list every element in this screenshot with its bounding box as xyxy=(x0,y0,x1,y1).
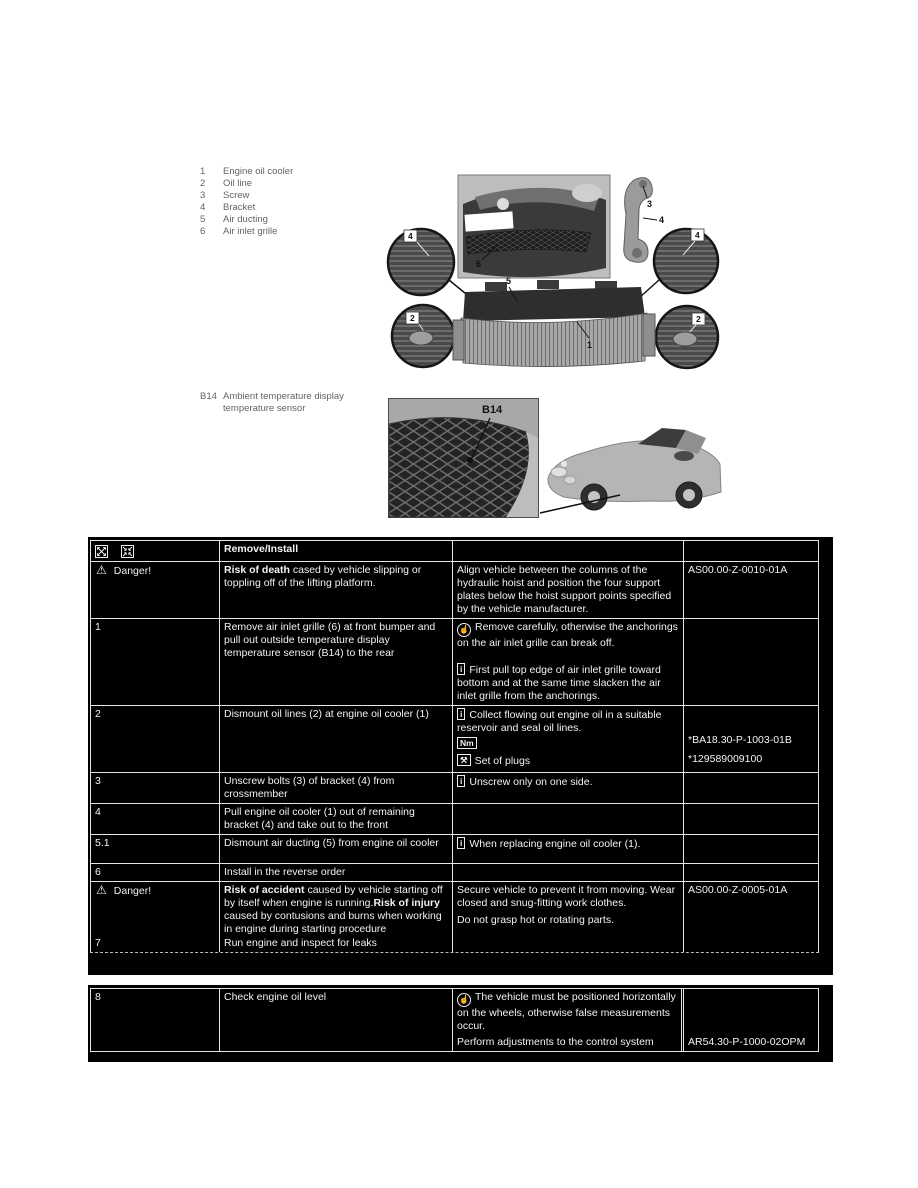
action-cell: Remove air inlet grille (6) at front bumper and pull out outside temperature display temperature sensor (B14) to the rear xyxy=(220,619,453,705)
legend-item xyxy=(200,190,293,202)
legend-num: 4 xyxy=(200,201,206,213)
sensor-location-diagram xyxy=(388,398,723,518)
label-screw: 3 xyxy=(647,199,653,209)
legend-item xyxy=(200,202,293,214)
label-oil-line-right: 2 xyxy=(696,314,701,324)
code-cell xyxy=(684,835,815,863)
legend-num: 1 xyxy=(200,166,206,177)
code-cell: AS00.00-Z-0005-01A xyxy=(688,884,788,896)
legend-num: 6 xyxy=(200,225,206,237)
risk-bold: Risk of injury xyxy=(373,897,440,909)
hand-note: Remove carefully, otherwise the anchorings on the air inlet grille can break off. xyxy=(457,621,678,649)
procedure-code: AR54.30-P-1000-02OPM xyxy=(688,1036,806,1048)
note-cell xyxy=(453,864,684,881)
info-note: First pull top edge of air inlet grille toward bottom and at the same time slacken the air inlet grille from the anchorings. xyxy=(457,664,661,702)
code-cell xyxy=(684,804,815,834)
risk-rest: caused by vehicle starting off by itself when engine is running. xyxy=(224,884,443,909)
note-cell xyxy=(453,989,684,1051)
safety-cell: Align vehicle between the columns of the hydraulic hoist and position the four support plates below the hoist support points specified by the vehicle manufacturer. xyxy=(453,562,684,618)
code-cell xyxy=(684,706,815,772)
install-icon xyxy=(121,545,134,558)
table-header-row xyxy=(91,541,818,562)
bumper-front-photo xyxy=(458,175,610,278)
sensor-code: B14 xyxy=(200,391,217,402)
info-icon: i xyxy=(457,663,465,675)
callout-bracket-right xyxy=(639,229,718,298)
step-cell: 4 xyxy=(91,804,220,834)
risk-rest: cased by vehicle slipping or toppling off of the lifting platform. xyxy=(224,564,422,589)
risk-bold: Risk of accident xyxy=(224,884,305,896)
legend-item xyxy=(200,178,293,190)
step-row-1 xyxy=(91,619,818,706)
legend-num: 2 xyxy=(200,177,206,189)
danger-icon: ⚠ xyxy=(96,883,107,897)
code-cell xyxy=(684,989,815,1051)
step-cell: 6 xyxy=(91,864,220,881)
sensor-legend xyxy=(200,391,344,414)
note-cell xyxy=(453,619,684,705)
step-cell: 7 xyxy=(95,937,101,949)
safety-note: Do not grasp hot or rotating parts. xyxy=(457,914,615,926)
tool-code: *129589009100 xyxy=(688,753,763,765)
risk-text xyxy=(224,884,448,936)
action-cell: Install in the reverse order xyxy=(220,864,453,881)
safety-cell xyxy=(453,882,684,952)
callout-oil-line-right xyxy=(645,306,718,368)
procedure-table-block xyxy=(88,537,833,975)
action-cell: Run engine and inspect for leaks xyxy=(224,937,377,949)
legend-num: 3 xyxy=(200,189,206,201)
step-cell: 1 xyxy=(91,619,220,705)
danger-row-1 xyxy=(91,562,818,619)
legend-num: 5 xyxy=(200,213,206,225)
step-row-8 xyxy=(91,989,818,1051)
danger-cell xyxy=(95,884,215,898)
risk-rest: caused by contusions and burns when working in engine during starting procedure xyxy=(224,910,442,935)
danger-row-2 xyxy=(91,882,818,952)
action-cell: Dismount air ducting (5) from engine oil cooler xyxy=(220,835,453,863)
table-title: Remove/Install xyxy=(220,541,453,561)
note-cell xyxy=(453,835,684,863)
procedure-table-continuation-block xyxy=(88,985,833,1062)
info-note: When replacing engine oil cooler (1). xyxy=(469,838,641,850)
code-cell xyxy=(684,773,815,803)
info-icon: i xyxy=(457,775,465,787)
hand-icon: ☝ xyxy=(457,623,471,637)
label-engine-oil-cooler: 1 xyxy=(587,340,593,350)
label-bracket: 4 xyxy=(659,215,665,225)
label-oil-line-left: 2 xyxy=(410,313,415,323)
label-air-inlet-grille: 6 xyxy=(476,259,482,269)
info-note: Collect flowing out engine oil in a suitable reservoir and seal oil lines. xyxy=(457,709,662,734)
legend-item xyxy=(200,166,293,178)
step-cell: 3 xyxy=(91,773,220,803)
note-cell xyxy=(453,706,684,772)
danger-cell xyxy=(91,562,220,618)
risk-action-cell xyxy=(220,882,453,952)
oil-cooler-exploded-diagram xyxy=(385,170,720,378)
legend-label: Oil line xyxy=(223,177,253,189)
info-icon: i xyxy=(457,708,465,720)
hand-note: The vehicle must be positioned horizontally on the wheels, otherwise false measurements occur. xyxy=(457,991,676,1032)
action-cell: Check engine oil level xyxy=(220,989,453,1051)
adjustment-note: Perform adjustments to the control system xyxy=(457,1036,654,1048)
remove-icon xyxy=(95,545,108,558)
step-row-6 xyxy=(91,864,818,882)
sensor-label-line2: temperature sensor xyxy=(223,402,306,414)
note-cell xyxy=(453,804,684,834)
legend-label: Engine oil cooler xyxy=(223,166,294,177)
torque-nm-icon: Nm xyxy=(457,737,477,749)
code-cell: AS00.00-Z-0010-01A xyxy=(688,564,788,576)
sensor-label xyxy=(223,391,344,414)
info-note: Unscrew only on one side. xyxy=(469,776,593,788)
torque-code: *BA18.30-P-1003-01B xyxy=(688,734,792,746)
legend-label: Air inlet grille xyxy=(223,225,278,237)
label-b14: B14 xyxy=(482,404,503,416)
risk-bold: Risk of death xyxy=(224,564,290,576)
note-cell xyxy=(453,773,684,803)
code-cell xyxy=(684,619,815,705)
action-cell: Unscrew bolts (3) of bracket (4) from crossmember xyxy=(220,773,453,803)
tool-note: Set of plugs xyxy=(474,755,531,767)
code-cell xyxy=(684,864,815,881)
oil-cooler-assembly-photo xyxy=(453,276,655,367)
risk-cell xyxy=(220,562,453,618)
legend-label: Air ducting xyxy=(223,213,268,225)
procedure-table-continuation xyxy=(90,988,819,1052)
action-cell: Pull engine oil cooler (1) out of remaining bracket (4) and take out to the front xyxy=(220,804,453,834)
empty-cell xyxy=(453,541,684,561)
step-row-4 xyxy=(91,804,818,835)
legend-item xyxy=(200,214,293,226)
legend-label: Screw xyxy=(223,189,250,201)
procedure-table xyxy=(90,540,819,953)
danger-icon: ⚠ xyxy=(96,563,107,577)
label-bracket-right: 4 xyxy=(695,230,700,240)
danger-step-cell xyxy=(91,882,220,952)
danger-label: Danger! xyxy=(113,885,152,897)
grille-closeup-photo xyxy=(389,399,539,518)
step-cell: 8 xyxy=(91,989,220,1051)
hand-note-wrap xyxy=(457,991,677,1033)
danger-label: Danger! xyxy=(113,565,152,577)
special-tool-icon: ⚒ xyxy=(457,754,471,766)
parts-legend xyxy=(200,166,293,237)
label-bracket-left: 4 xyxy=(408,231,413,241)
label-air-ducting: 5 xyxy=(506,276,512,286)
legend-label: Bracket xyxy=(223,201,256,213)
step-row-3 xyxy=(91,773,818,804)
safety-note: Secure vehicle to prevent it from moving. Wear closed and snug-fitting work clothes. xyxy=(457,884,676,909)
info-icon: i xyxy=(457,837,465,849)
car-photo xyxy=(540,428,721,513)
step-row-2 xyxy=(91,706,818,773)
header-icons-cell xyxy=(91,541,220,561)
step-cell: 5.1 xyxy=(91,835,220,863)
action-cell: Dismount oil lines (2) at engine oil cooler (1) xyxy=(220,706,453,772)
sensor-label-line1: Ambient temperature display xyxy=(223,391,344,402)
empty-cell xyxy=(684,541,815,561)
step-cell: 2 xyxy=(91,706,220,772)
step-row-5 xyxy=(91,835,818,864)
legend-item xyxy=(200,226,293,238)
hand-icon: ☝ xyxy=(457,993,471,1007)
